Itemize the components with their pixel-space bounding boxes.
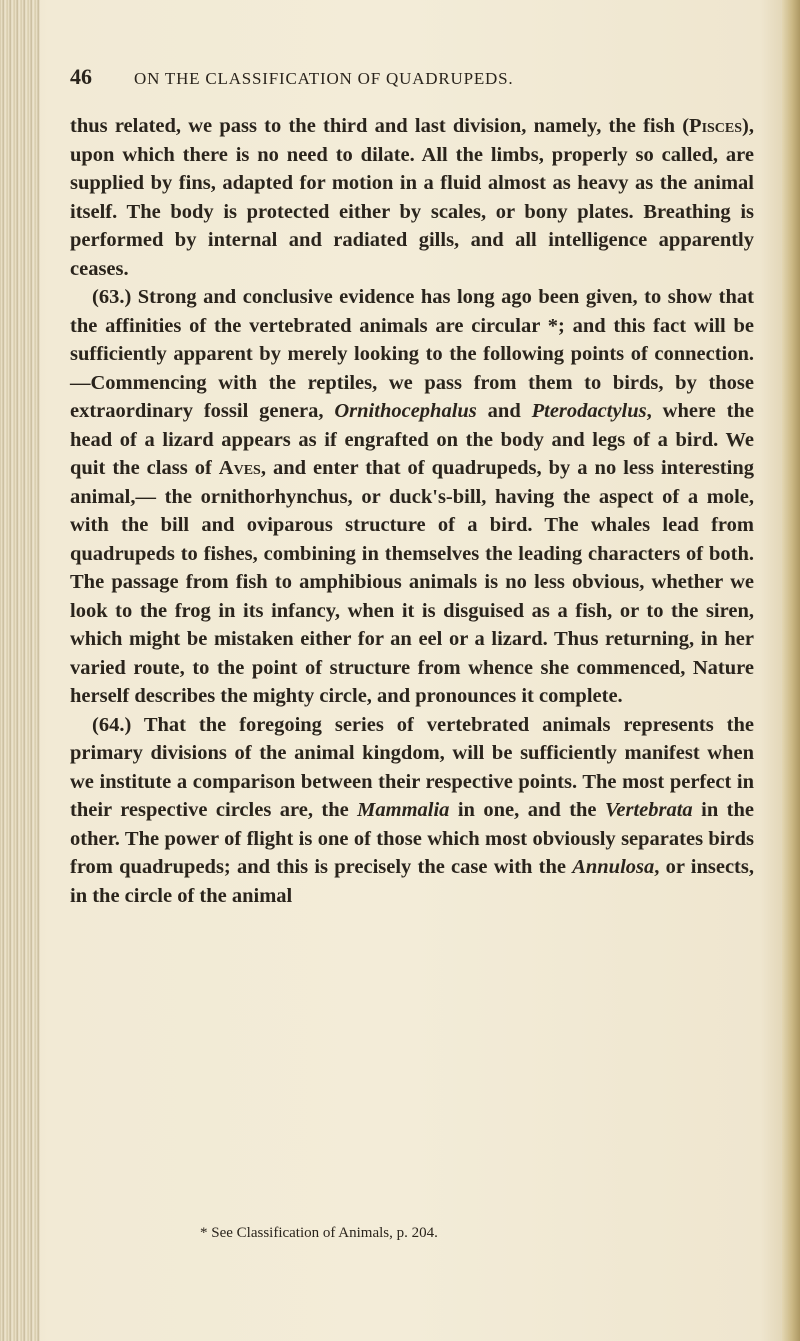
- text-run: (63.) Strong and conclusive evidence has long ago been given, to show that the affinities of the vertebrated animals are circular *; and this fact will be sufficiently apparent by merely looking to the following points of connection. —Commencing with the reptiles, we pass from them to birds, by those extraordinary fossil genera,: [70, 286, 754, 422]
- footnote: * See Classification of Animals, p. 204.: [200, 1225, 438, 1241]
- italic-term: Ornithocephalus: [334, 400, 477, 422]
- text-run: (64.) That the foregoing series of vertebrated animals represents the primary divisions of the animal kingdom, will be sufficiently manifest when we institute a comparison between their respective points. The most perfect in their respective circles are, the: [70, 713, 754, 821]
- running-head: ON THE CLASSIFICATION OF QUADRUPEDS.: [134, 69, 514, 88]
- italic-term: Vertebrata: [604, 799, 693, 821]
- italic-term: Pterodactylus: [531, 400, 647, 422]
- text-run: , or insects, in the circle of the animal: [70, 856, 754, 907]
- text-run: ), upon which there is no need to dilate. All the limbs, properly so called, are supplied by fins, adapted for motion in a fluid almost as heavy as the animal itself. The body is protected either by scales, or bony plates. Breathing is performed by internal and radiated gills, and all intelligence apparently ceases.: [70, 115, 754, 280]
- text-run: in one, and the: [449, 799, 605, 821]
- text-run: , where the head of a lizard appears as if engrafted on the body and legs of a bird. We quit the class of: [70, 400, 754, 479]
- text-run: , and enter that of quadrupeds, by a no less interesting animal,— the ornithorhynchus, or duck's-bill, having the aspect of a mole, with the bill and oviparous structure of a bird. The whales lead from quadrupeds to fishes, combining in themselves the leading characters of both. The passage from fish to amphibious animals is no less obvious, whether we look to the frog in its infancy, when it is disguised as a fish, or to the siren, which might be mistaken either for an eel or a lizard. Thus returning, in her varied route, to the point of structure from whence she commenced, Nature herself describes the mighty circle, and pronounces it complete.: [70, 457, 754, 707]
- italic-term: Mammalia: [357, 799, 450, 821]
- text-run: and: [476, 400, 532, 422]
- paragraph-64: [70, 711, 754, 911]
- page-header: [70, 64, 750, 92]
- small-caps-term: Aves: [218, 457, 261, 479]
- body-text: [70, 112, 754, 910]
- paragraph-63: [70, 283, 754, 711]
- text-run: thus related, we pass to the third and last division, namely, the fish (: [70, 115, 690, 137]
- small-caps-term: Pisces: [689, 115, 743, 137]
- page-binding-edge: [0, 0, 40, 1341]
- text-run: in the other. The power of flight is one of those which most obviously separates birds from quadrupeds; and this is precisely the case with the: [70, 799, 754, 878]
- page-number: 46: [70, 64, 92, 89]
- page-right-edge: [782, 0, 800, 1341]
- paragraph-1: [70, 112, 754, 283]
- italic-term: Annulosa: [572, 856, 655, 878]
